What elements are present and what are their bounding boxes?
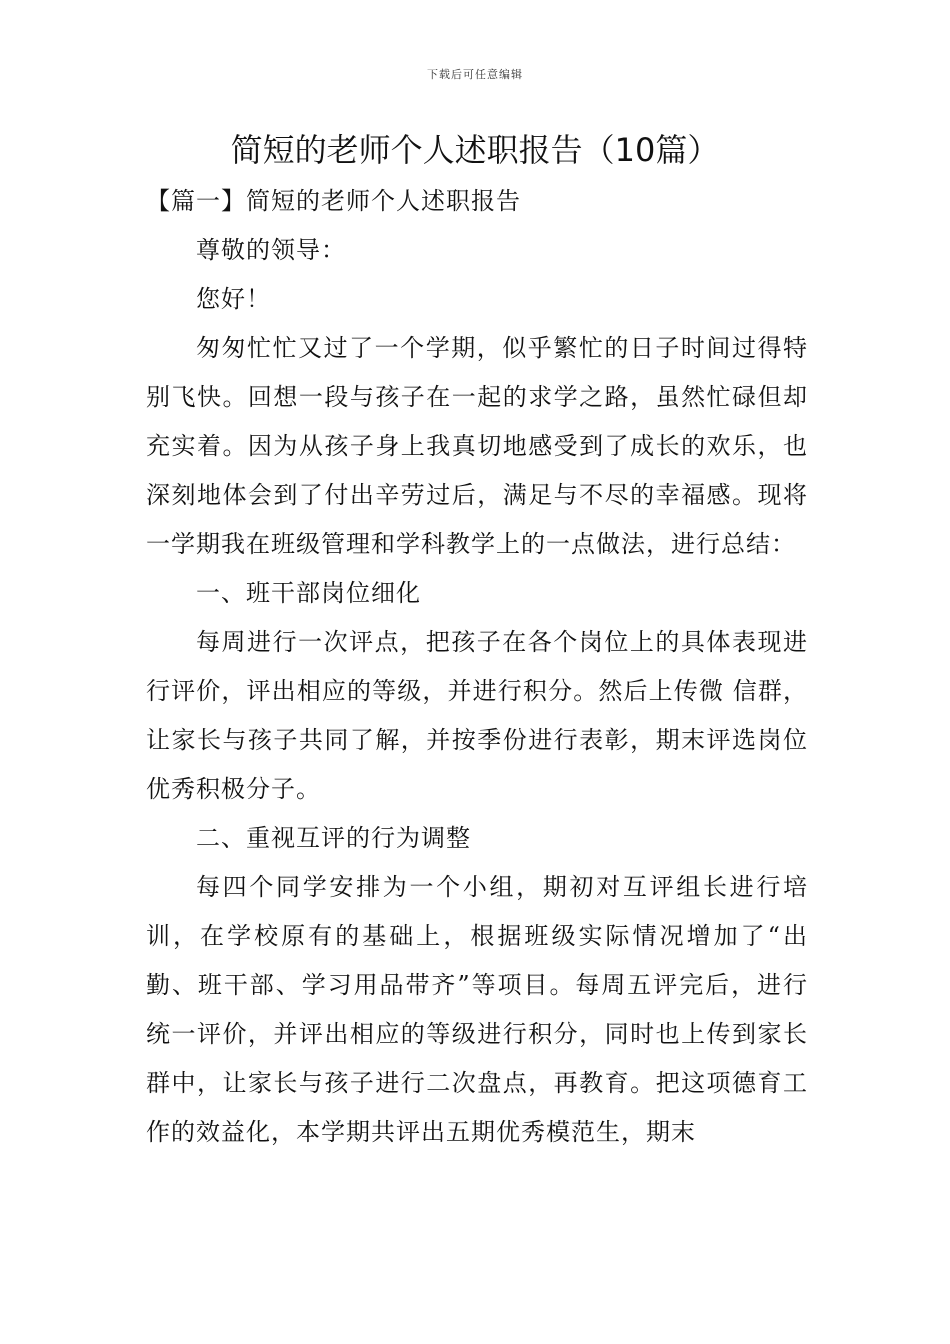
paragraph-two: 每四个同学安排为一个小组，期初对互评组长进行培训，在学校原有的基础上，根据班级实际情况增加了“出勤、班干部、学习用品带齐”等项目。每周五评完后，进行统一评价，并评出相应的等级进行积分，同时也上传到家长群中，让家长与孩子进行二次盘点，再教育。把这项德育工作的效益化，本学期共评出五期优秀模范生，期末: [146, 873, 808, 1146]
intro-paragraph: 匆匆忙忙又过了一个学期，似乎繁忙的日子时间过得特别飞快。回想一段与孩子在一起的求学之路，虽然忙碌但却充实着。因为从孩子身上我真切地感受到了成长的欢乐，也深刻地体会到了付出辛劳过后，满足与不尽的幸福感。现将一学期我在班级管理和学科教学上的一点做法，进行总结：: [146, 334, 808, 558]
document-body: [146, 177, 808, 1157]
heading-one: 一、班干部岗位细化: [196, 579, 421, 607]
salutation: 尊敬的领导：: [196, 236, 346, 264]
section-label: 【篇一】简短的老师个人述职报告: [146, 187, 521, 215]
document-title: 简短的老师个人述职报告（10篇）: [230, 131, 720, 169]
heading-two: 二、重视互评的行为调整: [196, 824, 471, 852]
greeting: 您好！: [196, 285, 271, 313]
paragraph-one: 每周进行一次评点，把孩子在各个岗位上的具体表现进行评价，评出相应的等级，并进行积分。然后上传微 信群，让家长与孩子共同了解，并按季份进行表彰，期末评选岗位优秀积极分子。: [146, 628, 808, 803]
header-note: 下载后可任意编辑: [427, 68, 523, 81]
